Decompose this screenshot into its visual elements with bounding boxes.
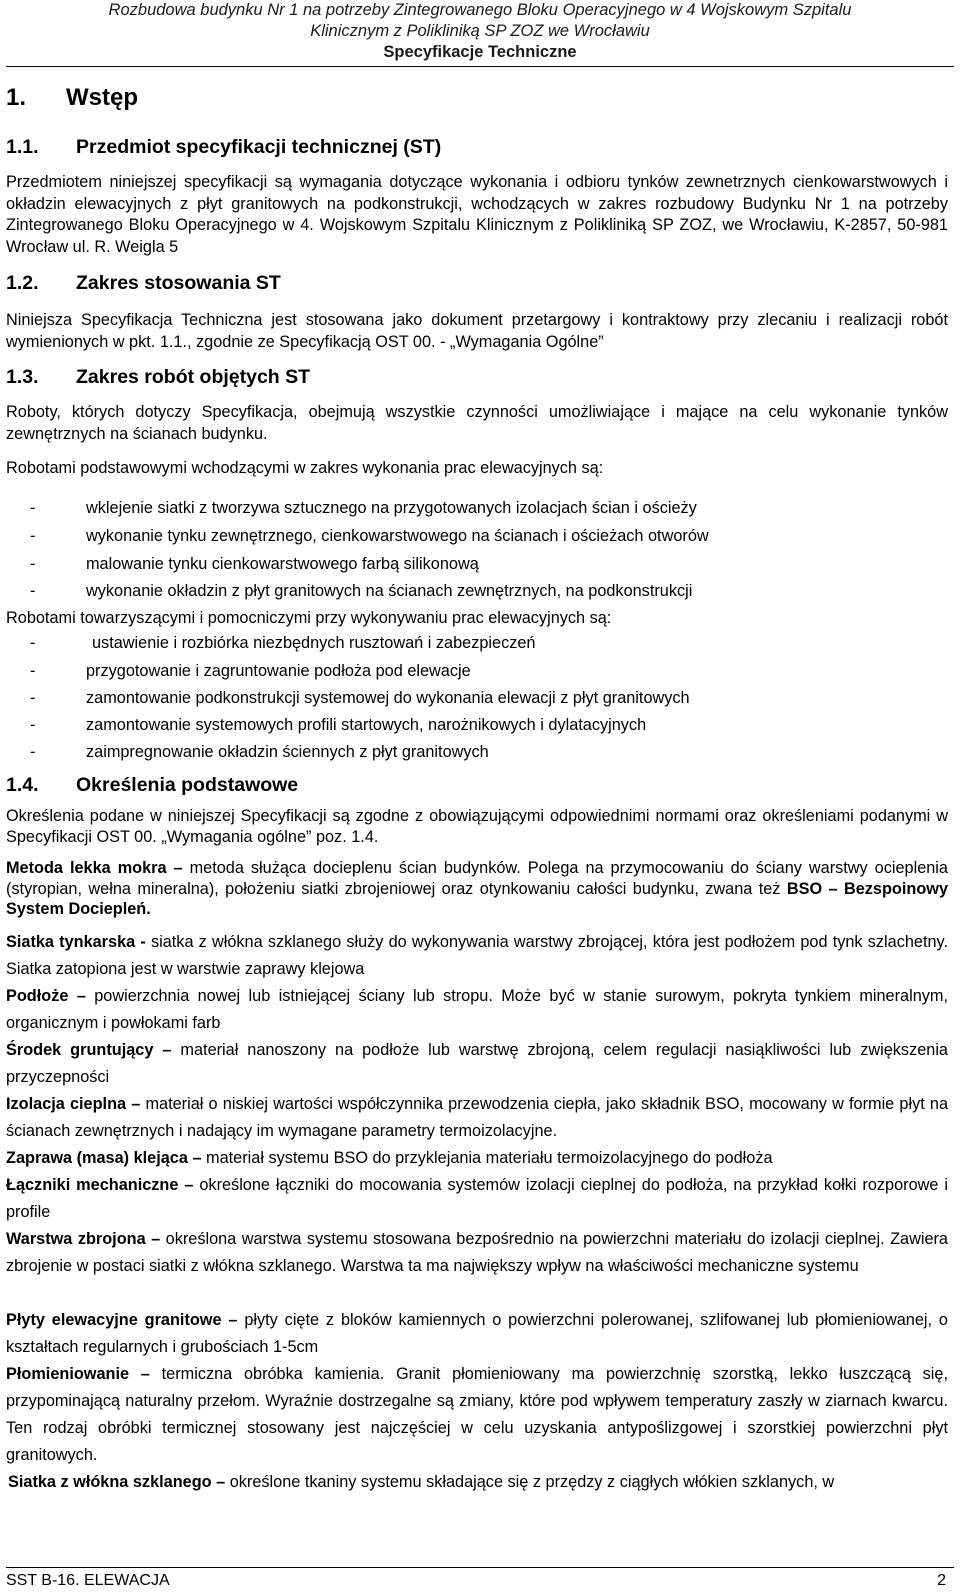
section-number: 1.3. [6,366,39,388]
section-number: 1.2. [6,272,39,294]
section-title: Przedmiot specyfikacji technicznej (ST) [76,136,442,158]
section-number: 1.1. [6,136,39,158]
list-item [6,554,479,574]
section-title: Zakres stosowania ST [76,272,281,294]
section-number: 1. [6,84,27,111]
list-dash: - [30,716,36,734]
list-item-text: zamontowanie podkonstrukcji systemowej do wykonania elewacji z płyt granitowych [86,689,690,707]
definition [6,1226,948,1280]
section-title: Wstęp [66,84,138,111]
definition-term: Izolacja cieplna [6,1095,127,1113]
list-item [6,498,697,518]
section-1-3-paragraph-2: Robotami podstawowymi wchodzącymi w zakres wykonania prac elewacyjnych są: [6,459,604,477]
definition-separator: – [187,1149,207,1167]
section-title: Zakres robót objętych ST [76,366,311,388]
list-item-text: wykonanie okładzin z płyt granitowych na ścianach zewnętrznych, na podkonstrukcji [86,582,693,600]
definition [6,1037,948,1091]
list-dash: - [30,499,36,517]
definition-separator: – [166,859,190,877]
section-1-heading [6,84,138,112]
definition-text: określona warstwa systemu stosowana bezpośrednio na powierzchni materiału do izolacji cieplnej. Zawiera zbrojenie w postaci siatki z włókna szklanego. Warstwa ta ma największy wpływ na właściwości mechaniczne systemu [6,1230,948,1275]
definition [6,929,948,983]
definition-term: Łączniki mechaniczne [6,1176,179,1194]
definition-term: Zaprawa (masa) klejąca [6,1149,188,1167]
section-number: 1.4. [6,774,39,796]
definition [6,1361,948,1469]
definition-separator: – [221,1311,245,1329]
definition [6,1172,948,1226]
definition-separator: – [145,1230,166,1248]
list-item [6,742,489,762]
header-line-2: Klinicznym z Polikliniką SP ZOZ we Wrocławiu [310,22,650,40]
page-number: 2 [937,1572,946,1589]
definition-text: termiczna obróbka kamienia. Granit płomieniowany ma powierzchnię szorstką, lekko łuszczącą się, przypominającą naturalny przełom. Wyraźnie dostrzegalne są zmiany, które pod wpływem temperatury zaszły w ziarnach kwarcu. Ten rodzaj obróbki termicznej stosowany jest najczęściej w celu uzyskania antypoślizgowej i szorstkiej powierzchni płyt granitowych. [6,1365,949,1464]
list-item [6,661,471,681]
definition [6,1307,948,1361]
definition-separator: – [153,1041,181,1059]
section-1-3-heading [6,366,310,389]
definition-term: Środek gruntujący [6,1041,154,1059]
definition-term: Płomieniowanie [6,1365,130,1383]
definition-text: siatka z włókna szklanego służy do wykonywania warstwy zbrojącej, która jest podłożem pod tynk szlachetny. Siatka zatopiona jest w warstwie zaprawy klejowa [6,933,948,978]
list-item-text: ustawienie i rozbiórka niezbędnych rusztowań i zabezpieczeń [92,634,536,652]
running-header [0,0,960,63]
definition-text: materiał o niskiej wartości współczynnika przewodzenia ciepła, jako składnik BSO, mocowany w formie płyt na ścianach zewnętrznych i nadający im wymagane parametry termoizolacyjne. [6,1095,949,1140]
list-dash: - [30,743,36,761]
definition-text: materiał systemu BSO do przyklejania materiału termoizolacyjnego do podłoża [206,1149,773,1167]
list-item-text: zamontowanie systemowych profili startowych, narożnikowych i dylatacyjnych [86,716,647,734]
list-item-text: wykonanie tynku zewnętrznego, cienkowarstwowego na ścianach i ościeżach otworów [86,527,709,545]
definition-text: określone łączniki do mocowania systemów izolacji cieplnej do podłoża, na przykład kołki rozporowe i profile [6,1176,949,1221]
list-dash: - [30,689,36,707]
footer-document-code: SST B-16. ELEWACJA [6,1572,170,1589]
definition-term: Płyty elewacyjne granitowe [6,1311,222,1329]
list-dash: - [30,582,36,600]
section-1-1-heading [6,136,441,159]
definition-term: Podłoże [6,987,69,1005]
definition-text: określone tkaniny systemu składające się z przędzy z ciągłych włókien szklanych, w [229,1473,835,1491]
definition-separator: – [68,987,95,1005]
section-title: Określenia podstawowe [76,774,299,796]
section-1-3-paragraph-1: Roboty, których dotyczy Specyfikacja, obejmują wszystkie czynności umożliwiające i mające na celu wykonanie tynków zewnętrznych na ścianach budynku. [6,403,948,443]
section-1-3-paragraph-3: Robotami towarzyszącymi i pomocniczymi przy wykonywaniu prac elewacyjnych są: [6,609,612,627]
list-item [6,633,535,653]
definition-text: materiał nanoszony na podłoże lub warstwę zbrojoną, celem regulacji nasiąkliwości lub zwiększenia przyczepności [6,1041,948,1086]
definition [8,1469,950,1496]
section-1-1-paragraph: Przedmiotem niniejszej specyfikacji są wymagania dotyczące wykonania i odbioru tynków zewnetrznych cienkowarstwowych i okładzin elewacyjnych z płyt granitowych na podkonstrukcji, wchodzących w zakres rozbudowy Budynku Nr 1 na potrzeby Zintegrowanego Bloku Operacyjnego w 4. Wojskowym Szpitalu Klinicznym z Polikliniką SP ZOZ, we Wrocławiu, K-2857, 50-981 Wrocław ul. R. Weigla 5 [6,173,948,256]
definition-term: Siatka z włókna szklanego [8,1473,212,1491]
definition-term: Metoda lekka mokra [6,859,167,877]
definition-separator: – [178,1176,200,1194]
list-item-text: malowanie tynku cienkowarstwowego farbą silikonową [86,555,479,573]
list-item [6,715,646,735]
definition-text: metoda służąca docieplenu ścian budynków. Polega na przymocowaniu do ściany warstwy ocieplenia (styropian, wełna mineralna), położeniu siatki zbrojeniowej oraz otynkowaniu całości budynku, zwana też [6,859,948,898]
definition [6,1091,948,1145]
section-1-2-heading [6,272,281,295]
definition [6,1145,948,1172]
definition [6,858,948,920]
definition-text: powierzchnia nowej lub istniejącej ściany lub stropu. Może być w stanie surowym, pokryta tynkiem mineralnym, organicznym i powłokami farb [6,987,948,1032]
section-1-4-heading [6,774,298,797]
list-item-text: wklejenie siatki z tworzywa sztucznego na przygotowanych izolacjach ścian i ościeży [86,499,697,517]
list-dash: - [30,527,36,545]
definition-separator: – [211,1473,230,1491]
list-dash: - [30,634,36,652]
definition-separator: – [129,1365,162,1383]
list-item-text: zaimpregnowanie okładzin ściennych z płyt granitowych [86,743,489,761]
list-item-text: przygotowanie i zagruntowanie podłoża pod elewacje [86,662,471,680]
list-dash: - [30,662,36,680]
definition [6,983,948,1037]
section-1-4-paragraph: Określenia podane w niniejszej Specyfikacji są zgodne z obowiązującymi odpowiednimi normami oraz określeniami podanymi w Specyfikacji OST 00. „Wymagania ogólne” poz. 1.4. [6,807,948,846]
header-line-3: Specyfikacje Techniczne [383,43,577,61]
list-dash: - [30,555,36,573]
footer-divider [6,1567,954,1568]
definition-term: Siatka tynkarska - [6,933,146,951]
list-item [6,581,692,601]
definition-term: Warstwa zbrojona [6,1230,146,1248]
definition-term-2: BSO – Bezspoinowy System Dociepleń. [6,879,949,918]
section-1-2-paragraph: Niniejsza Specyfikacja Techniczna jest stosowana jako dokument przetargowy i kontraktowy przy zlecaniu i realizacji robót wymienionych w pkt. 1.1., zgodnie ze Specyfikacją OST 00. - „Wymagania Ogólne” [6,311,948,351]
list-item [6,526,709,546]
definition-text: płyty cięte z bloków kamiennych o powierzchni polerowanej, szlifowanej lub płomieniowanej, o kształtach regularnych i grubościach 1-5cm [6,1311,948,1356]
definition-separator: – [126,1095,146,1113]
list-item [6,688,690,708]
header-line-1: Rozbudowa budynku Nr 1 na potrzeby Zintegrowanego Bloku Operacyjnego w 4 Wojskowym Szpitalu [108,1,852,19]
header-divider [6,66,954,67]
